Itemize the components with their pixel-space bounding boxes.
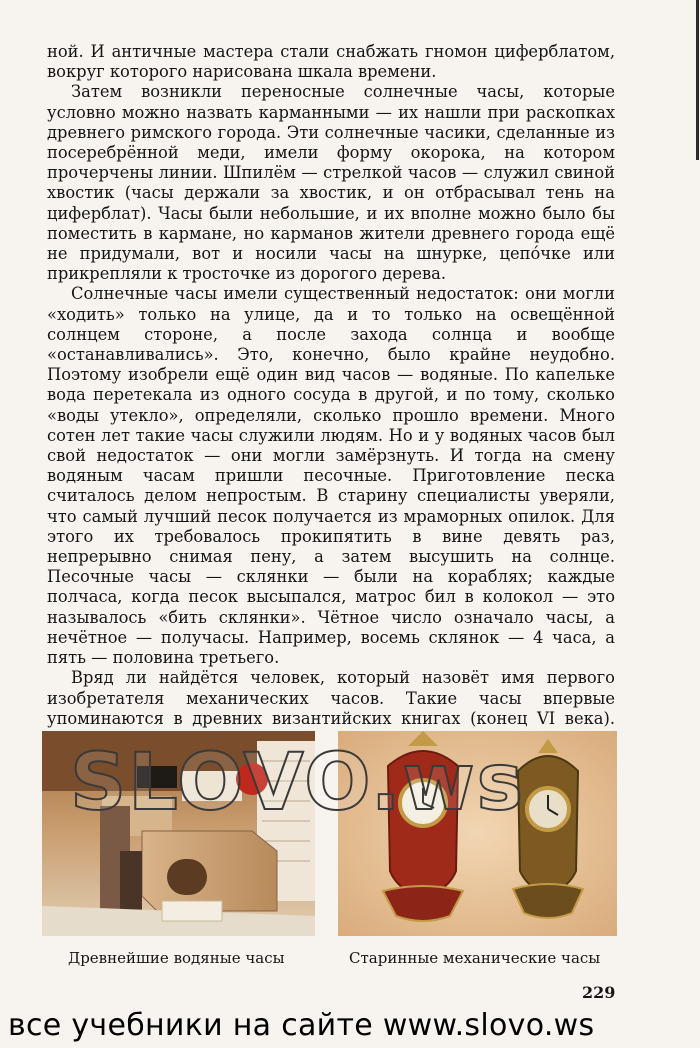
site-footer-banner: все учебники на сайте www.slovo.ws	[8, 1008, 595, 1043]
paragraph-2: Затем возникли переносные солнечные часы, которые условно можно назвать карманными — их нашли при раскопках древнего римского города. Эти солнечные часики, сделанные из посеребрённой меди, имели форму окорока, на котором прочерчены линии. Шпилём — стрелкой часов — служил свиной хвостик (часы держали за хвостик, и он отбрасывал тень на циферблат). Часы были небольшие, и их вполне можно было бы поместить в кармане, но карманов жители древнего города ещё не придумали, вот и носили часы на шнурке, цепо́чке или прикрепляли к тросточке из дорогого дерева.	[47, 82, 615, 284]
right-figure-caption: Старинные механические часы	[349, 949, 601, 967]
page-edge-line	[696, 0, 699, 160]
paragraph-1: ной. И античные мастера стали снабжать гномон циферблатом, вокруг которого нарисована шкала времени.	[47, 42, 615, 82]
paragraph-4: Вряд ли найдётся человек, который назовёт имя первого изобретателя механических часов. Такие часы впервые упоминаются в древних византийских книгах (конец VI века).	[47, 668, 615, 728]
slovo-watermark: SLOVO.ws	[70, 738, 526, 828]
page-number: 229	[582, 983, 616, 1002]
body-text	[47, 42, 615, 749]
paragraph-3: Солнечные часы имели существенный недостаток: они могли «ходить» только на улице, да и то только на освещённой солнцем стороне, а после захода солнца и вообще «останавливались». Это, конечно, было крайне неудобно. Поэтому изобрели ещё один вид часов — водяные. По капельке вода перетекала из одного сосуда в другой, и по тому, сколько «воды утекло», определяли, сколько прошло времени. Много сотен лет такие часы служили людям. Но и у водяных часов был свой недостаток — они могли замёрзнуть. И тогда на смену водяным часам пришли песочные. Приготовление песка считалось делом непростым. В старину специалисты уверяли, что самый лучший песок получается из мраморных опилок. Для этого их требовалось прокипятить в вине девять раз, непрерывно снимая пену, а затем высушить на солнце. Песочные часы — склянки — были на кораблях; каждые полчаса, когда песок высыпался, матрос бил в колокол — это называлось «бить склянки». Чётное число означало часы, а нечётное — получасы. Например, восемь склянок — 4 часа, а пять — половина третьего.	[47, 284, 615, 668]
left-figure-caption: Древнейшие водяные часы	[68, 949, 285, 967]
